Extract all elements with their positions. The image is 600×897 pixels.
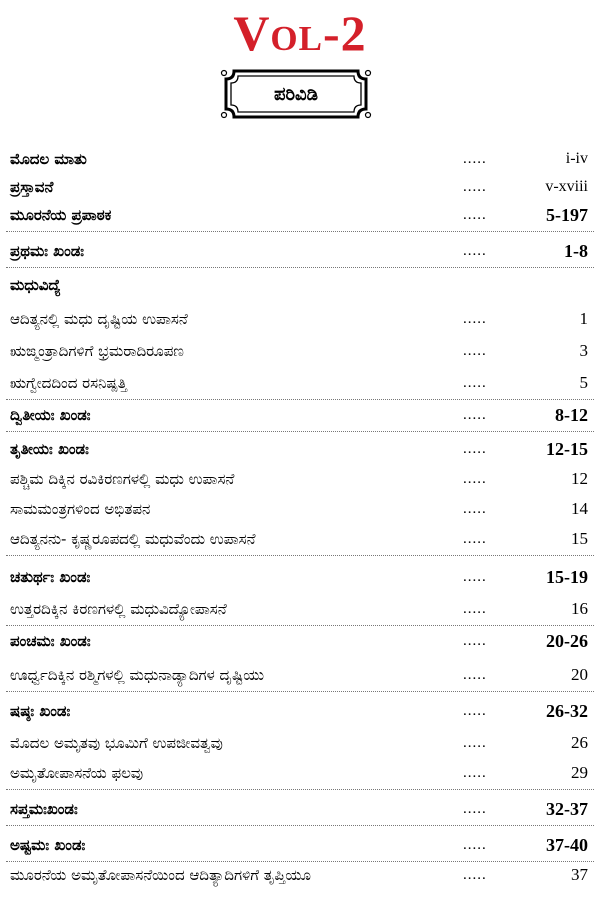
toc-entry-title: ಮಧುವಿದ್ಯೆ (10, 276, 61, 294)
toc-entry-title: ಆದಿತ್ಯನಲ್ಲಿ ಮಧು ದೃಷ್ಟಿಯ ಉಪಾಸನೆ (10, 310, 188, 328)
toc-entry-title: ಚತುರ್ಥಃ ಖಂಡಃ (10, 568, 91, 586)
toc-entry-page: 8-12 (555, 405, 588, 425)
toc-entry-page: 12-15 (546, 439, 588, 459)
toc-entry-page: 5-197 (546, 205, 588, 225)
toc-entry-leader: ..... (463, 703, 487, 719)
toc-entry-page: 32-37 (546, 799, 588, 819)
toc-entry-title: ಮೂರನೆಯ ಅಮೃತೋಪಾಸನೆಯಿಂದ ಆದಿತ್ಯಾದಿಗಳಿಗೆ ತೃಪ್ತಿಯೂ (10, 866, 311, 884)
toc-entry-leader: ..... (463, 501, 487, 517)
toc-entry-page: i-iv (565, 150, 588, 167)
toc-entry-title: ತೃತೀಯಃ ಖಂಡಃ (10, 440, 89, 458)
toc-entry-title: ಪಶ್ಚಿಮ ದಿಕ್ಕಿನ ರವಿಕಿರಣಗಳಲ್ಲಿ ಮಧು ಉಪಾಸನೆ (10, 470, 235, 488)
toc-entry (0, 526, 600, 552)
toc-entry (0, 564, 600, 590)
toc-entry (0, 338, 600, 364)
section-divider (6, 555, 594, 556)
toc-entry-page: 1 (579, 309, 588, 328)
toc-entry-page: 1-8 (564, 241, 588, 261)
toc-entry-page: 37-40 (546, 835, 588, 855)
toc-entry (0, 202, 600, 228)
section-divider (6, 691, 594, 692)
toc-entry (0, 628, 600, 654)
toc-entry-page: v-xviii (545, 178, 588, 195)
toc-entry-leader: ..... (463, 765, 487, 781)
toc-entry (0, 832, 600, 858)
toc-entry-page: 15 (571, 529, 588, 548)
toc-entry-page: 26-32 (546, 701, 588, 721)
toc-entry-page: 12 (571, 469, 588, 488)
toc-entry-leader: ..... (463, 179, 487, 195)
toc-entry-title: ಆದಿತ್ಯನನು- ಕೃಷ್ಣರೂಪದಲ್ಲಿ ಮಧುವೆಂದು ಉಪಾಸನೆ (10, 530, 256, 548)
toc-entry (0, 760, 600, 786)
toc-entry-leader: ..... (463, 667, 487, 683)
toc-entry (0, 436, 600, 462)
toc-entry (0, 146, 600, 172)
toc-entry-title: ಮೊದಲ ಅಮೃತವು ಭೂಮಿಗೆ ಉಪಜೀವತ್ವವು (10, 734, 223, 752)
toc-entry-title: ಉತ್ತರದಿಕ್ಕಿನ ಕಿರಣಗಳಲ್ಲಿ ಮಧುವಿದ್ಯೋಪಾಸನೆ (10, 600, 227, 618)
toc-entry-title: ಮೊದಲ ಮಾತು (10, 150, 87, 168)
toc-entry-leader: ..... (463, 243, 487, 259)
toc-entry (0, 466, 600, 492)
toc-entry-leader: ..... (463, 471, 487, 487)
section-divider (6, 431, 594, 432)
toc-entry-page: 16 (571, 599, 588, 618)
section-divider (6, 267, 594, 268)
toc-entry-title: ಪಂಚಮಃ ಖಂಡಃ (10, 632, 91, 650)
toc-entry-leader: ..... (463, 569, 487, 585)
toc-entry (0, 402, 600, 428)
toc-entry-title: ಸಾಮಮಂತ್ರಗಳಿಂದ ಅಭಿತಪನ (10, 500, 151, 518)
toc-entry-title: ಋಙ್ಮಂತ್ರಾದಿಗಳಿಗೆ ಭ್ರಮರಾದಿರೂಪಣ (10, 342, 184, 360)
toc-entry-page: 29 (571, 763, 588, 782)
toc-entry (0, 174, 600, 200)
toc-entry (0, 698, 600, 724)
toc-entry-leader: ..... (463, 343, 487, 359)
toc-entry-title: ಮೂರನೆಯ ಪ್ರಪಾಠಕ (10, 206, 112, 224)
section-divider (6, 789, 594, 790)
toc-entry-title: ದ್ವಿತೀಯಃ ಖಂಡಃ (10, 406, 91, 424)
toc-entry (0, 306, 600, 332)
toc-entry-title: ಪ್ರಸ್ತಾವನೆ (10, 178, 54, 196)
toc-entry-page: 20-26 (546, 631, 588, 651)
toc-entry-title: ಸಪ್ತಮಃಖಂಡಃ (10, 800, 78, 818)
toc-entry (0, 662, 600, 688)
toc-entry-page: 26 (571, 733, 588, 752)
toc-entry (0, 862, 600, 888)
toc-entry (0, 238, 600, 264)
toc-entry (0, 596, 600, 622)
section-divider (6, 399, 594, 400)
toc-entry-leader: ..... (463, 837, 487, 853)
toc-entry-page: 20 (571, 665, 588, 684)
section-divider (6, 825, 594, 826)
toc-entry (0, 272, 600, 298)
toc-entry-leader: ..... (463, 801, 487, 817)
toc-entry-leader: ..... (463, 867, 487, 883)
toc-entry-title: ಅಮೃತೋಪಾಸನೆಯ ಫಲವು (10, 764, 144, 782)
toc-entry-page: 37 (571, 865, 588, 884)
section-divider (6, 625, 594, 626)
toc-entry-leader: ..... (463, 375, 487, 391)
toc-entry-title: ಊರ್ಧ್ವದಿಕ್ಕಿನ ರಶ್ಮಿಗಳಲ್ಲಿ ಮಧುನಾಡ್ಯಾದಿಗಳ ದೃಷ್ಟಿಯು (10, 666, 265, 684)
toc-entry-page: 3 (579, 341, 588, 360)
toc-entry-leader: ..... (463, 633, 487, 649)
toc-entry (0, 370, 600, 396)
toc-entry-page: 15-19 (546, 567, 588, 587)
toc-entry-title: ಋಗ್ವೇದದಿಂದ ರಸನಿಷ್ಪತ್ತಿ (10, 374, 127, 392)
toc-entry-page: 5 (579, 373, 588, 392)
toc-entry-leader: ..... (463, 207, 487, 223)
toc-entry-leader: ..... (463, 151, 487, 167)
toc-entry (0, 796, 600, 822)
contents-heading: ಪರಿವಿಡಿ (274, 83, 318, 105)
toc-entry-leader: ..... (463, 735, 487, 751)
toc-entry (0, 730, 600, 756)
toc-entry-leader: ..... (463, 531, 487, 547)
toc-entry-leader: ..... (463, 601, 487, 617)
toc-entry-leader: ..... (463, 407, 487, 423)
toc-entry-title: ಷಷ್ಠಃ ಖಂಡಃ (10, 702, 71, 720)
toc-entry-leader: ..... (463, 311, 487, 327)
section-divider (6, 231, 594, 232)
toc-entry-title: ಪ್ರಥಮಃ ಖಂಡಃ (10, 242, 85, 260)
toc-entry-leader: ..... (463, 441, 487, 457)
volume-title: Vol-2 (233, 5, 367, 61)
toc-entry (0, 496, 600, 522)
toc-entry-title: ಅಷ್ಟಮಃ ಖಂಡಃ (10, 836, 86, 854)
toc-entry-page: 14 (571, 499, 588, 518)
